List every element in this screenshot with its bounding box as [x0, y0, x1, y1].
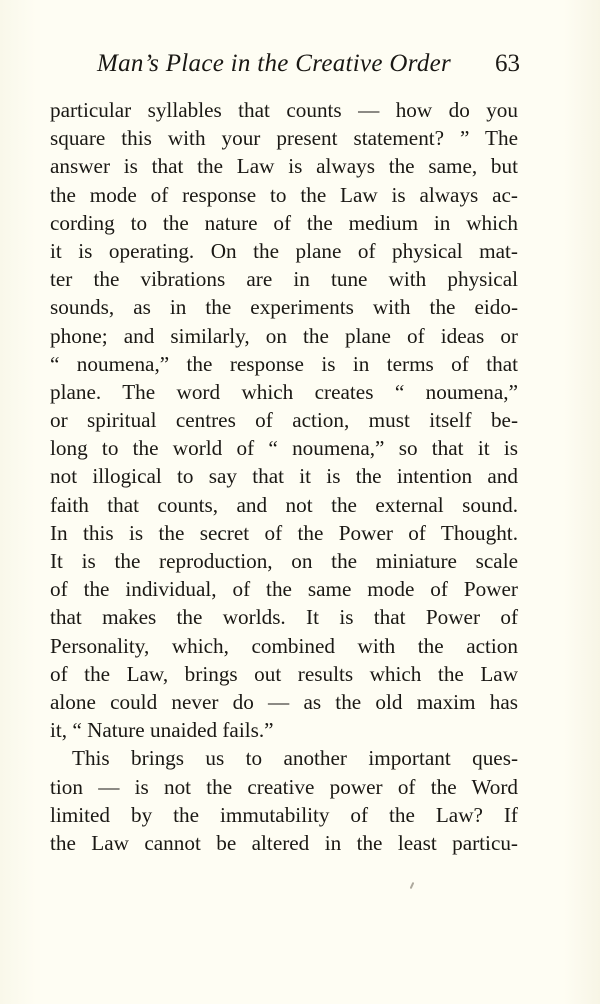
text-line: faith that counts, and not the external sound.	[50, 492, 518, 517]
text-line: not illogical to say that it is the intention and	[50, 464, 518, 489]
text-line: it is operating. On the plane of physical mat-	[50, 238, 518, 263]
text-line: alone could never do — as the old maxim has	[50, 689, 518, 714]
running-head	[50, 46, 520, 82]
text-line: or spiritual centres of action, must itself be-	[50, 408, 518, 433]
text-line: “ noumena,” the response is in terms of that	[50, 351, 518, 376]
text-line: that makes the worlds. It is that Power of	[50, 605, 518, 630]
text-line: of the individual, of the same mode of Power	[50, 577, 518, 602]
text-line: the mode of response to the Law is always ac-	[50, 182, 518, 207]
text-line: In this is the secret of the Power of Thought.	[50, 520, 518, 545]
text-line: long to the world of “ noumena,” so that it is	[50, 436, 518, 461]
text-line: answer is that the Law is always the same, but	[50, 154, 518, 179]
text-line: tion — is not the creative power of the Word	[50, 774, 518, 799]
paper-speck	[410, 882, 415, 889]
page-number: 63	[495, 50, 520, 77]
text-line: sounds, as in the experiments with the eido-	[50, 295, 518, 320]
text-line: plane. The word which creates “ noumena,”	[50, 379, 518, 404]
text-line: It is the reproduction, on the miniature scale	[50, 549, 518, 573]
body-text	[50, 96, 518, 857]
text-line: of the Law, brings out results which the Law	[50, 661, 518, 686]
text-line: ter the vibrations are in tune with physical	[50, 267, 518, 292]
text-line: phone; and similarly, on the plane of ideas or	[50, 323, 518, 348]
paragraph-start-line: This brings us to another important ques-	[72, 746, 518, 771]
running-title: Man’s Place in the Creative Order	[97, 50, 452, 77]
text-line: particular syllables that counts — how do you	[50, 98, 518, 122]
text-line: the Law cannot be altered in the least particu-	[50, 830, 518, 855]
text-line: square this with your present statement? ” The	[50, 126, 518, 151]
text-line: limited by the immutability of the Law? If	[50, 802, 518, 827]
paragraph-end-line: it, “ Nature unaided fails.”	[50, 718, 274, 743]
text-line: cording to the nature of the medium in which	[50, 210, 518, 235]
text-line: Personality, which, combined with the action	[50, 633, 518, 658]
